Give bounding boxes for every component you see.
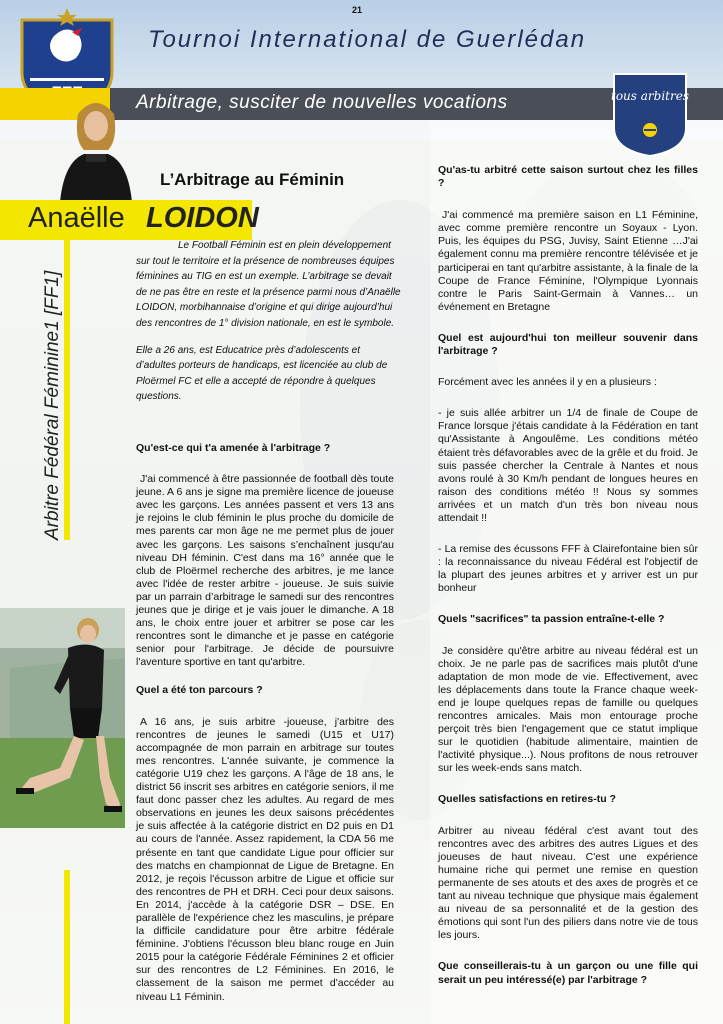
last-name: LOIDON [146,202,259,234]
answer: Forcément avec les années il y en a plusieurs : [438,376,657,389]
question: Que conseillerais-tu à un garçon ou une fille qui serait un peu intéressé(e) par l'arbitrage ? [438,960,698,986]
column-right [438,164,698,987]
section-title: L’Arbitrage au Féminin [160,170,345,189]
column-left [136,442,394,1004]
yellow-rule [64,240,70,540]
answer: J'ai commencé ma première saison en L1 Féminine, avec comme première rencontre un Soyaux - Lyon. Puis, les équipes du PSG, Juvisy, Saint Etienne …J'ai également connu ma première rencontre télévisée et je participerai en tant qu'arbitre assistante, à la finale de la Coupe de France Féminine, l'Olympique Lyonnais contre le Paris Saint-Germain à Vannes… un événement en Bretagne [438,209,698,313]
intro-paragraph: Le Football Féminin est en plein développement sur tout le territoire et la présence de nombreuses équipes féminines au TIG en est un exemple. L’arbitrage se devait de ne pas être en reste et la présence parmi nous d’Anaëlle LOIDON, morbihannaise d’origine et qui dirige aujourd’hui des rencontres de 1° division nationale, en est le symbole. [136,240,401,329]
intro-paragraph: Elle a 26 ans, est Educatrice près d’adolescents et d’adultes porteurs de handicaps, est licenciée au club de Ploërmel FC et elle a accepté de répondre à quelques questions. [136,344,388,403]
vertical-caption: Arbitre Fédéral Féminine1 [FF1] [42,270,63,540]
answer: A 16 ans, je suis arbitre -joueuse, j'arbitre des rencontres de jeunes le samedi (U15 et U17) accompagnée de mon parrain en arbitrage sur toutes mes rencontres. L'année suivante, je commence la catégorie U19 chez les garçons. A l'âge de 18 ans, le district 56 inscrit ses arbitres en catégorie seniors, il me faut donc passer chez les adultes. Au regard de mes observations en jeunes les deux saisons précédentes je suis affectée à la catégorie district en D2 puis en D1 au cours de l'année. Assez rapidement, la CDA 56 me présente en tant que candidate Ligue pour officier sur des matchs en championnat de Ligue de Bretagne. En 2012, je reçois l'écusson arbitre de Ligue et officie sur des rencontres de PH et DRH. Ceci pour deux saisons. En 2014, j'accède à la catégorie DSR – DSE. En parallèle de l'expérience chez les masculins, je prépare la difficile candidature pour être arbitre fédérale féminine. J'obtiens l'écusson bleu blanc rouge en Juin 2015 pour la catégorie Fédérale Féminines 2 et officier sur des rencontres de L2 Féminines. En 2016, le classement de la saison me permet d'accéder au niveau L1 Féminin. [136,715,394,1003]
question: Qu'est-ce qui t'a amenée à l'arbitrage ? [136,442,331,454]
tous-arbitres-badge [610,70,690,158]
answer: Je considère qu'être arbitre au niveau fédéral est un choix. Je ne parle pas de sacrifices mais plutôt d'une adaptation de mon mode de vie. Effectivement, avec les déplacements dans toute la France chaque week-end je loupe quelques repas de famille ou quelques rencontres amicales. Mais mon entourage proche perçoit très bien l'engagement que ce statut implique sur le quotidien (habitude alimentaire, maintien de l'activité physique...). Nous profitons de nous retrouver sur les week-ends sans match. [438,644,698,775]
question: Quel est aujourd'hui ton meilleur souvenir dans l'arbitrage ? [438,331,698,358]
portrait-photo [56,92,136,202]
name-bar [0,200,259,240]
answer: Arbitrer au niveau fédéral c'est avant tout des rencontres avec des arbitres des autres Ligues et des joueuses de haut niveau. C'est une expérience humaine riche qui permet une remise en question permanente de ses atouts et des axes de progrès et ce tant au niveau technique que physique mais également au niveau de sa personnalité et de la gestion des émotions qui sont l'un des piliers dans notre vie de tous les jours. [438,824,698,942]
page-number: 21 [352,5,363,15]
intro-text [136,238,402,416]
answer: - La remise des écussons FFF à Clairefontaine bien sûr : la reconnaissance du niveau Fédéral est l'objectif de la plupart des jeunes arbitres et y arriver est un pur bonheur [438,543,698,595]
question: Quel a été ton parcours ? [136,683,263,696]
answer: - je suis allée arbitrer un 1/4 de finale de Coupe de France lorsque j'étais candidate à la Fédération en tant qu'Assistante à Angoulême. Les conditions météo étaient très défavorables avec de la grêle et du froid. Je suis passée chercher la Centrale à Nantes et nous avons roulé à 30 Km/h pendant de longues heures en raison des conditions météo !! Nous sy sommes arrivées et un match d'un très bon niveau nous attendait !! [438,407,698,524]
first-name: Anaëlle [28,202,125,234]
referee-action-photo [0,608,125,828]
yellow-rule-bottom [64,870,70,1024]
answer: J'ai commencé à être passionnée de football dès toute jeune. A 6 ans je signe ma première licence de joueuse avec les garçons. Les années passent et vers 13 ans je rejoins le club féminin le plus proche du domicile de mes parents car mon âge ne me permet plus de jouer avec les garçons. Les saisons s’enchaînent jusqu'au niveau DH féminin. C'est dans ma 16° année que le club de Ploërmel recherche des arbitres, je me lance avec l'idée de rester arbitre - joueuse. Je suis suivie par un parrain d’arbitrage le samedi sur des rencontres jeunes que je dirige et je vais jouer le dimanche. A 18 ans, le choix entre jouer et arbitrer se pose car les rencontres sont le dimanche et je passe en catégorie senior pour l'arbitrage. Je décide de poursuivre l'aventure sportive en tant qu'arbitre. [136,473,394,669]
badge-text: tous arbitres [611,89,689,103]
page-title: Tournoi International de Guerlédan [148,26,587,53]
question: Qu'as-tu arbitré cette saison surtout chez les filles ? [438,164,698,190]
question: Quelles satisfactions en retires-tu ? [438,793,616,806]
banner-text: Arbitrage, susciter de nouvelles vocations [136,92,508,113]
question: Quels "sacrifices" ta passion entraîne-t-elle ? [438,613,665,626]
